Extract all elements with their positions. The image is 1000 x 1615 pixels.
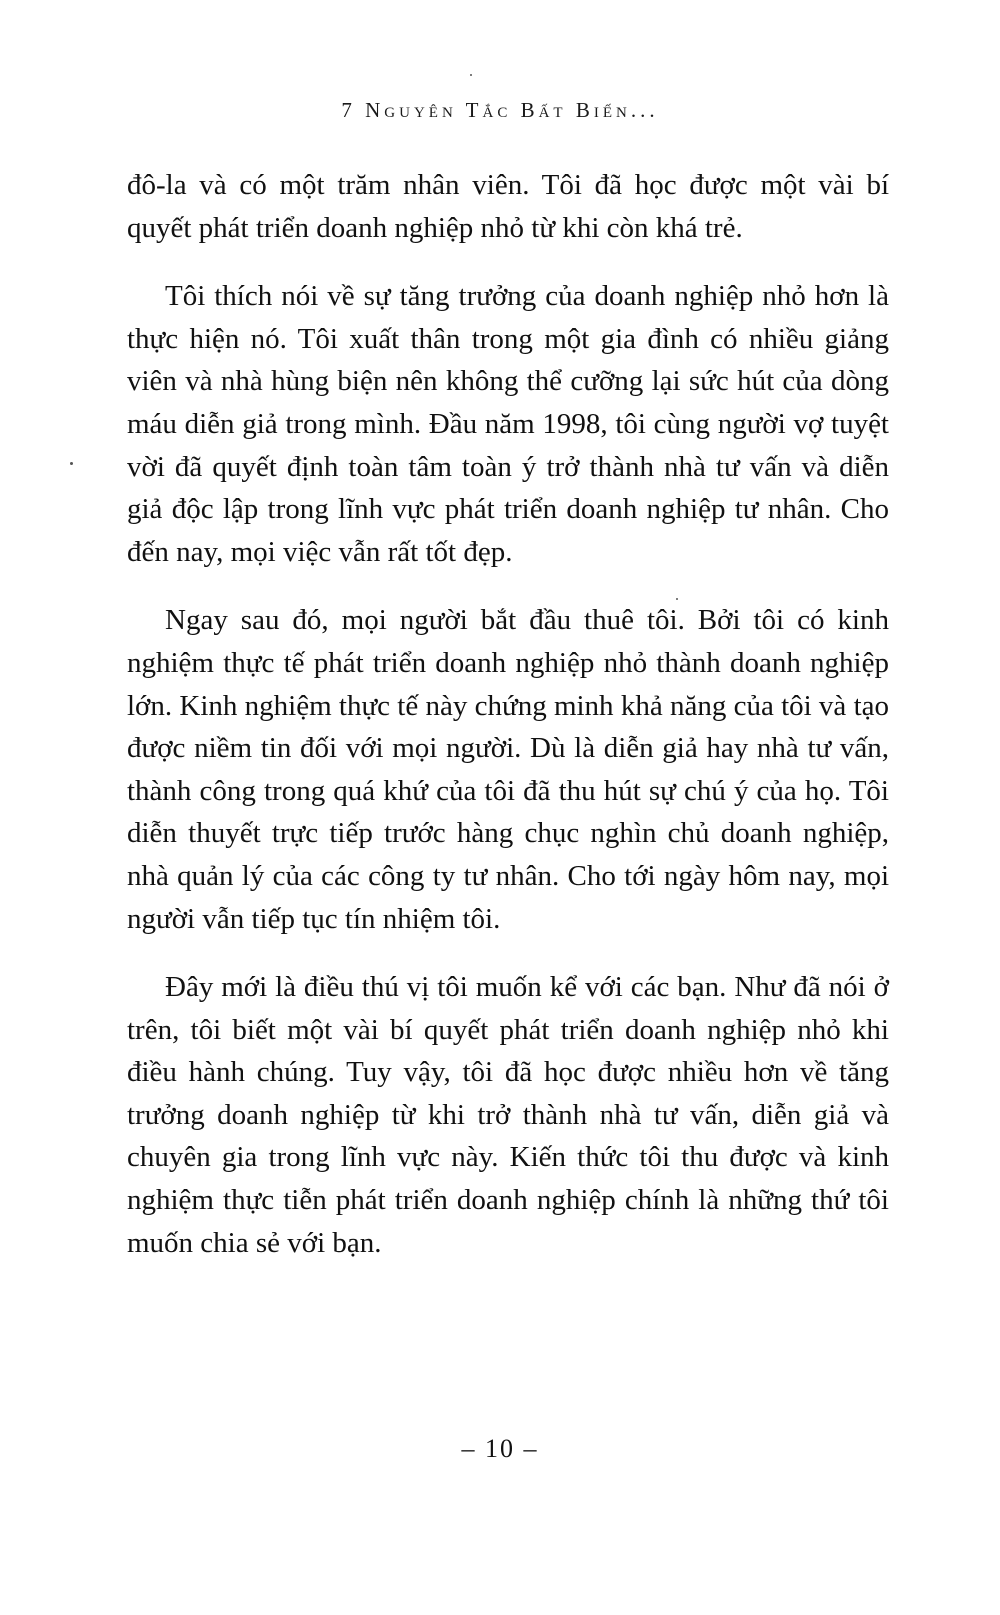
scan-speck (676, 598, 678, 600)
running-header: 7 Nguyên Tắc Bất Biến... (341, 98, 659, 122)
paragraph-4: Đây mới là điều thú vị tôi muốn kể với các bạn. Như đã nói ở trên, tôi biết một vài bí quyết phát triển doanh nghiệp nhỏ khi điều hành chúng. Tuy vậy, tôi đã học được nhiều hơn về tăng trưởng doanh nghiệp từ khi trở thành nhà tư vấn, diễn giả và chuyên gia trong lĩnh vực này. Kiến thức tôi thu được và kinh nghiệm thực tiễn phát triển doanh nghiệp chính là những thứ tôi muốn chia sẻ với bạn. (127, 971, 889, 1259)
paragraph-2: Tôi thích nói về sự tăng trưởng của doanh nghiệp nhỏ hơn là thực hiện nó. Tôi xuất thân trong một gia đình có nhiều giảng viên và nhà hùng biện nên không thể cưỡng lại sức hút của dòng máu diễn giả trong mình. Đầu năm 1998, tôi cùng người vợ tuyệt vời đã quyết định toàn tâm toàn ý trở thành nhà tư vấn và diễn giả độc lập trong lĩnh vực phát triển doanh nghiệp tư nhân. Cho đến nay, mọi việc vẫn rất tốt đẹp. (127, 280, 889, 568)
paragraph-3: Ngay sau đó, mọi người bắt đầu thuê tôi. Bởi tôi có kinh nghiệm thực tế phát triển doanh nghiệp nhỏ thành doanh nghiệp lớn. Kinh nghiệm thực tế này chứng minh khả năng của tôi và tạo được niềm tin đối với mọi người. Dù là diễn giả hay nhà tư vấn, thành công trong quá khứ của tôi đã thu hút sự chú ý của họ. Tôi diễn thuyết trực tiếp trước hàng chục nghìn chủ doanh nghiệp, nhà quản lý của các công ty tư nhân. Cho tới ngày hôm nay, mọi người vẫn tiếp tục tín nhiệm tôi. (127, 604, 889, 935)
scan-speck (70, 462, 73, 465)
scan-speck (470, 74, 472, 76)
paragraph-1: đô-la và có một trăm nhân viên. Tôi đã học được một vài bí quyết phát triển doanh nghiệp nhỏ từ khi còn khá trẻ. (127, 169, 889, 244)
body-text (127, 164, 889, 1290)
page-number: – 10 – (461, 1434, 539, 1463)
